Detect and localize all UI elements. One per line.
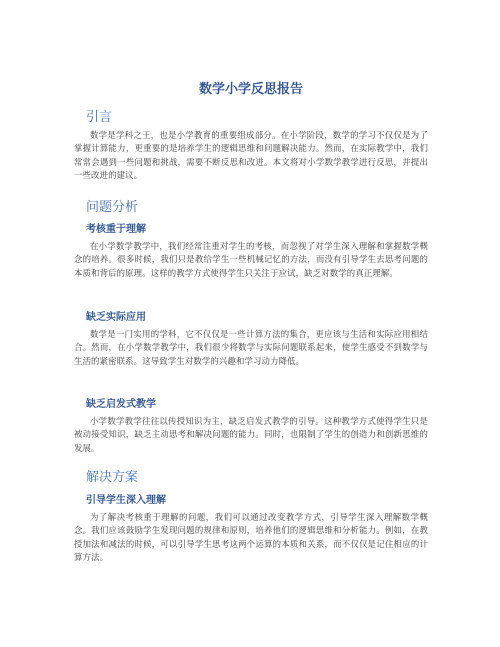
heuristic-teaching-paragraph: 小学数学教学往往以传授知识为主，缺乏启发式教学的引导。这种教学方式使得学生只是被动接受知识，缺乏主动思考和解决问题的能力。同时，也限制了学生的创造力和创新思维的发展。	[74, 416, 428, 453]
assessment-paragraph: 在小学数学教学中，我们经常注重对学生的考核，而忽视了对学生深入理解和掌握数学概念的培养。很多时候，我们只是教给学生一些机械记忆的方法，而没有引导学生去思考问题的本质和背后的原理。这样的教学方式使得学生只关注于应试，缺乏对数学的真正理解。	[74, 241, 428, 278]
subsection-heading-deep-understanding: 引导学生深入理解	[86, 495, 166, 506]
subsection-heading-practical-application: 缺乏实际应用	[86, 312, 146, 323]
introduction-paragraph: 数学是学科之王，也是小学教育的重要组成部分。在小学阶段，数学的学习不仅仅是为了掌握计算能力，更重要的是培养学生的逻辑思维和问题解决能力。然而，在实际教学中，我们常常会遇到一些问题和挑战，需要不断反思和改进。本文将对小学数学教学进行反思，并提出一些改进的建议。	[74, 130, 428, 180]
subsection-heading-assessment: 考核重于理解	[86, 224, 146, 235]
practical-application-paragraph: 数学是一门实用的学科，它不仅仅是一些计算方法的集合，更应该与生活和实际应用相结合。然而，在小学数学教学中，我们很少将数学与实际问题联系起来，使学生感受不到数学与生活的紧密联系。这导致学生对数学的兴趣和学习动力降低。	[74, 329, 428, 366]
section-heading-solutions: 解决方案	[86, 470, 139, 485]
section-heading-introduction: 引言	[86, 110, 113, 125]
deep-understanding-paragraph: 为了解决考核重于理解的问题，我们可以通过改变教学方式，引导学生深入理解数学概念。我们应该鼓励学生发现问题的规律和原则，培养他们的逻辑思维和分析能力。例如，在教授加法和减法的时候，可以引导学生思考这两个运算的本质和关系，而不仅仅是记住相应的计算方法。	[74, 512, 428, 562]
document-title: 数学小学反思报告	[198, 82, 303, 97]
subsection-heading-heuristic-teaching: 缺乏启发式教学	[86, 399, 156, 410]
section-heading-problem-analysis: 问题分析	[86, 200, 139, 215]
